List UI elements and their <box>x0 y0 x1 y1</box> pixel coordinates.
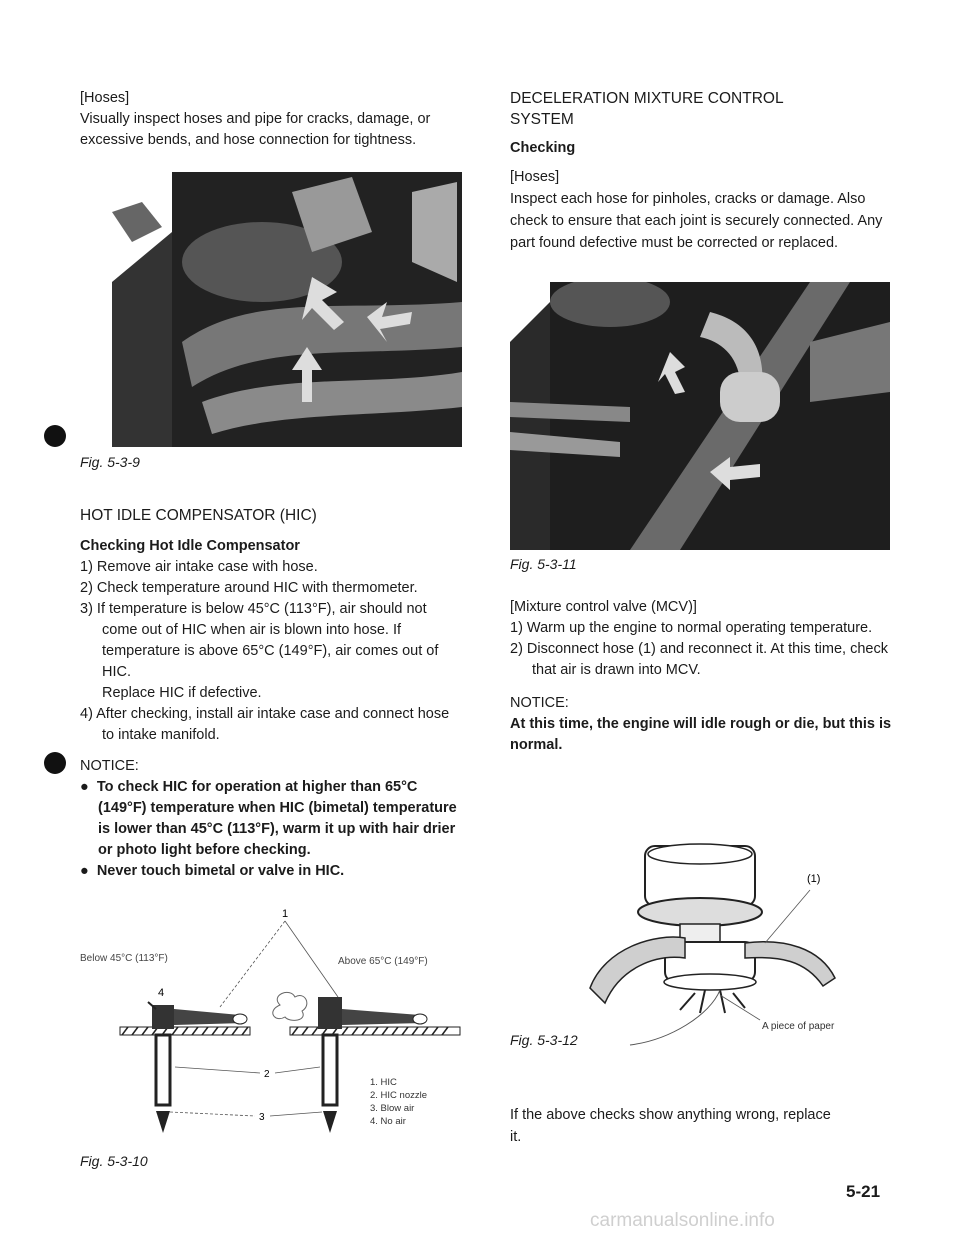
label-paper: A piece of paper <box>762 1021 835 1032</box>
hic-notice-label: NOTICE: <box>80 758 139 774</box>
binder-hole-top <box>44 425 66 447</box>
hic-subtitle: Checking Hot Idle Compensator <box>80 538 300 554</box>
label-1-circled: (1) <box>807 873 821 885</box>
notice-text: Never touch bimetal or valve in HIC. <box>96 863 345 879</box>
fig-caption-5-3-9: Fig. 5-3-9 <box>80 454 140 470</box>
mcv-heading: [Mixture control valve (MCV)] <box>510 599 697 615</box>
dmc-title-line1: DECELERATION MIXTURE CONTROL <box>510 90 784 107</box>
mcv-notice-text: At this time, the engine will idle rough or die, but this is normal. <box>510 716 892 753</box>
dmc-hoses-paragraph: Inspect each hose for pinholes, cracks or damage. Also check to ensure that each joint is securely connected. Any part found defective must be corrected or replaced. <box>510 191 883 251</box>
hoses-heading: [Hoses] <box>80 90 130 106</box>
legend-item: 1. HIC <box>370 1077 397 1088</box>
hic-notice-list <box>80 777 462 882</box>
hic-step: 1) Remove air intake case with hose. <box>80 559 318 575</box>
left-column <box>80 88 460 151</box>
right-column <box>510 88 892 254</box>
hic-title: HOT IDLE COMPENSATOR (HIC) <box>80 507 317 524</box>
base-plate-right <box>290 1027 460 1035</box>
legend-item: 2. HIC nozzle <box>370 1090 428 1101</box>
hic-step: 4) After checking, install air intake case and connect hose to intake manifold. <box>80 706 450 743</box>
hic-step: 2) Check temperature around HIC with thermometer. <box>80 580 418 596</box>
notice-text: To check HIC for operation at higher than 65°C (149°F) temperature when HIC (bimetal) temperature is lower than 45°C (113°F), warm it up with hair drier or photo light before checking. <box>96 779 457 858</box>
photo-mcv-hoses <box>510 282 890 550</box>
label-below: Below 45°C (113°F) <box>80 953 168 964</box>
label-above: Above 65°C (149°F) <box>338 956 428 967</box>
label-1: 1 <box>282 908 289 920</box>
hic-steps <box>80 557 462 746</box>
legend-item: 4. No air <box>370 1116 406 1127</box>
mcv-notice-label: NOTICE: <box>510 695 569 711</box>
label-4: 4 <box>158 987 165 999</box>
mcv-section <box>510 597 892 756</box>
photo-hoses <box>112 172 462 447</box>
hose-right <box>745 942 835 986</box>
page-number: 5-21 <box>846 1182 881 1201</box>
binder-hole-bottom <box>44 752 66 774</box>
mcv-steps <box>510 618 892 681</box>
fig-caption-5-3-10: Fig. 5-3-10 <box>80 1153 148 1169</box>
base-plate-left <box>120 1027 250 1035</box>
bullet-icon: ● <box>80 779 97 795</box>
hic-section <box>80 505 462 882</box>
hic-step-replace: Replace HIC if defective. <box>102 685 262 701</box>
dmc-hoses-heading: [Hoses] <box>510 169 560 185</box>
dmc-title-line2: SYSTEM <box>510 111 574 128</box>
label-2: 2 <box>264 1069 270 1080</box>
mcv-step: 1) Warm up the engine to normal operating temperature. <box>510 620 873 636</box>
paper-pointer <box>610 985 870 1055</box>
hic-step: 3) If temperature is below 45°C (113°F), air should not come out of HIC when air is blown into hose. If temperature is above 65°C (149°F), air comes out of HIC. <box>80 601 439 680</box>
bullet-icon: ● <box>80 863 97 879</box>
legend-item: 3. Blow air <box>370 1103 415 1114</box>
label-3: 3 <box>259 1112 265 1123</box>
closing-paragraph: If the above checks show anything wrong, replace it. <box>510 1107 831 1145</box>
hic-notice-item <box>80 861 462 882</box>
watermark: carmanualsonline.info <box>590 1210 775 1231</box>
fig-caption-5-3-12: Fig. 5-3-12 <box>510 1032 578 1048</box>
checking-heading: Checking <box>510 140 576 156</box>
hic-diagram <box>80 905 480 1155</box>
fig-caption-5-3-11: Fig. 5-3-11 <box>510 556 577 572</box>
hoses-paragraph: Visually inspect hoses and pipe for cracks, damage, or excessive bends, and hose connection for tightness. <box>80 111 431 148</box>
hic-notice-item <box>80 777 462 861</box>
mcv-step: 2) Disconnect hose (1) and reconnect it. At this time, check that air is drawn into MCV. <box>510 641 888 678</box>
